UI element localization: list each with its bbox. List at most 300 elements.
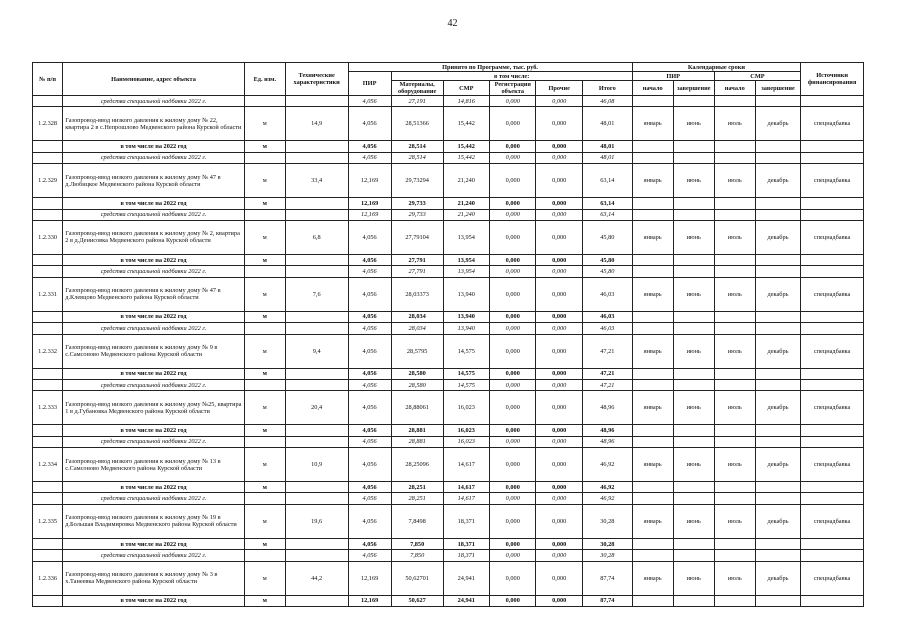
cell-pir: 12,169 xyxy=(348,561,391,595)
header-other: Прочие xyxy=(536,81,582,96)
cell-start-pir xyxy=(632,311,673,322)
cell-pir: 4,056 xyxy=(348,266,391,277)
cell-num xyxy=(33,198,63,209)
cell-funding: спецнадбавка xyxy=(801,504,864,538)
cell-unit xyxy=(244,436,285,447)
cell-start-smr xyxy=(714,209,755,220)
cell-num xyxy=(33,254,63,265)
cell-tech: 10,9 xyxy=(285,448,348,482)
cell-end-pir xyxy=(673,152,714,163)
table-row xyxy=(33,391,864,425)
cell-start-pir xyxy=(632,198,673,209)
cell-pir: 4,056 xyxy=(348,141,391,152)
cell-other: 0,000 xyxy=(536,550,582,561)
cell-total: 87,74 xyxy=(582,595,632,606)
header-accepted: Принято по Программе, тыс. руб. xyxy=(348,63,632,72)
cell-pir: 4,056 xyxy=(348,107,391,141)
cell-pir: 4,056 xyxy=(348,323,391,334)
cell-pir: 4,056 xyxy=(348,538,391,549)
header-incl: в том числе: xyxy=(391,72,632,81)
cell-materials: 28,25096 xyxy=(391,448,443,482)
cell-end-smr: декабрь xyxy=(755,277,800,311)
cell-name: средства специальной надбавки 2022 г. xyxy=(63,379,245,390)
cell-tech xyxy=(285,96,348,107)
cell-other: 0,000 xyxy=(536,493,582,504)
cell-name: средства специальной надбавки 2022 г. xyxy=(63,493,245,504)
cell-tech xyxy=(285,141,348,152)
cell-name: в том числе на 2022 год xyxy=(63,368,245,379)
cell-start-pir: январь xyxy=(632,107,673,141)
cell-total: 46,03 xyxy=(582,277,632,311)
cell-materials: 27,191 xyxy=(391,96,443,107)
table-body xyxy=(33,96,864,607)
cell-name: в том числе на 2022 год xyxy=(63,425,245,436)
cell-start-pir xyxy=(632,323,673,334)
cell-end-pir xyxy=(673,425,714,436)
page-number: 42 xyxy=(447,18,458,29)
cell-unit xyxy=(244,493,285,504)
cell-unit: м xyxy=(244,425,285,436)
table-row xyxy=(33,266,864,277)
cell-start-smr: июль xyxy=(714,220,755,254)
cell-unit xyxy=(244,152,285,163)
table-row xyxy=(33,561,864,595)
cell-smr: 13,940 xyxy=(443,323,489,334)
cell-reg: 0,000 xyxy=(490,538,536,549)
cell-name: в том числе на 2022 год xyxy=(63,595,245,606)
cell-total: 47,21 xyxy=(582,379,632,390)
cell-materials: 28,51366 xyxy=(391,107,443,141)
cell-total: 48,01 xyxy=(582,107,632,141)
cell-funding xyxy=(801,379,864,390)
cell-total: 48,96 xyxy=(582,436,632,447)
cell-reg: 0,000 xyxy=(490,436,536,447)
cell-end-pir xyxy=(673,595,714,606)
cell-materials: 28,881 xyxy=(391,425,443,436)
cell-end-smr xyxy=(755,152,800,163)
header-smr: СМР xyxy=(443,81,489,96)
cell-start-smr xyxy=(714,311,755,322)
table-row xyxy=(33,311,864,322)
cell-total: 47,21 xyxy=(582,368,632,379)
cell-start-smr xyxy=(714,198,755,209)
cell-end-smr: декабрь xyxy=(755,220,800,254)
cell-tech: 14,9 xyxy=(285,107,348,141)
cell-num: 1.2.328 xyxy=(33,107,63,141)
cell-name: Газопровод-ввод низкого давления к жилому дому № 13 в с.Самсоново Медвенского района Курской области xyxy=(63,448,245,482)
cell-smr: 13,940 xyxy=(443,311,489,322)
cell-other: 0,000 xyxy=(536,561,582,595)
cell-pir: 4,056 xyxy=(348,482,391,493)
cell-unit xyxy=(244,323,285,334)
cell-materials: 29,733 xyxy=(391,198,443,209)
cell-pir: 4,056 xyxy=(348,448,391,482)
header-start-pir: начало xyxy=(632,81,673,96)
cell-smr: 15,442 xyxy=(443,152,489,163)
cell-end-pir: июнь xyxy=(673,277,714,311)
cell-other: 0,000 xyxy=(536,448,582,482)
cell-materials: 28,881 xyxy=(391,436,443,447)
cell-start-smr xyxy=(714,152,755,163)
cell-funding xyxy=(801,141,864,152)
cell-end-pir xyxy=(673,209,714,220)
cell-start-smr xyxy=(714,538,755,549)
cell-other: 0,000 xyxy=(536,391,582,425)
cell-other: 0,000 xyxy=(536,254,582,265)
cell-end-pir: июнь xyxy=(673,561,714,595)
cell-end-pir: июнь xyxy=(673,164,714,198)
cell-other: 0,000 xyxy=(536,538,582,549)
table-row xyxy=(33,96,864,107)
cell-other: 0,000 xyxy=(536,141,582,152)
cell-end-pir xyxy=(673,482,714,493)
cell-smr: 21,240 xyxy=(443,209,489,220)
cell-pir: 12,169 xyxy=(348,164,391,198)
cell-start-pir: январь xyxy=(632,220,673,254)
cell-start-smr xyxy=(714,482,755,493)
cell-start-smr xyxy=(714,254,755,265)
cell-pir: 4,056 xyxy=(348,311,391,322)
cell-end-smr: декабрь xyxy=(755,448,800,482)
cell-num: 1.2.332 xyxy=(33,334,63,368)
cell-start-pir: январь xyxy=(632,504,673,538)
cell-materials: 28,580 xyxy=(391,368,443,379)
cell-reg: 0,000 xyxy=(490,550,536,561)
cell-end-pir xyxy=(673,550,714,561)
table-row xyxy=(33,323,864,334)
cell-pir: 12,169 xyxy=(348,595,391,606)
cell-materials: 50,62701 xyxy=(391,561,443,595)
cell-total: 46,03 xyxy=(582,311,632,322)
cell-end-smr xyxy=(755,425,800,436)
cell-reg: 0,000 xyxy=(490,448,536,482)
cell-start-pir xyxy=(632,379,673,390)
cell-reg: 0,000 xyxy=(490,266,536,277)
cell-other: 0,000 xyxy=(536,368,582,379)
cell-pir: 4,056 xyxy=(348,493,391,504)
cell-num xyxy=(33,538,63,549)
cell-pir: 4,056 xyxy=(348,254,391,265)
cell-end-smr xyxy=(755,198,800,209)
table-row xyxy=(33,595,864,606)
header-start-smr: начало xyxy=(714,81,755,96)
cell-start-pir: январь xyxy=(632,391,673,425)
cell-start-smr xyxy=(714,550,755,561)
cell-name: средства специальной надбавки 2022 г. xyxy=(63,266,245,277)
table-row xyxy=(33,425,864,436)
cell-smr: 13,940 xyxy=(443,277,489,311)
table-row xyxy=(33,504,864,538)
cell-reg: 0,000 xyxy=(490,504,536,538)
cell-pir: 4,056 xyxy=(348,220,391,254)
cell-name: средства специальной надбавки 2022 г. xyxy=(63,323,245,334)
cell-num xyxy=(33,96,63,107)
cell-funding xyxy=(801,323,864,334)
cell-total: 63,14 xyxy=(582,198,632,209)
cell-name: средства специальной надбавки 2022 г. xyxy=(63,209,245,220)
cell-start-pir xyxy=(632,436,673,447)
cell-total: 46,03 xyxy=(582,323,632,334)
cell-tech: 7,6 xyxy=(285,277,348,311)
cell-materials: 28,514 xyxy=(391,141,443,152)
cell-other: 0,000 xyxy=(536,504,582,538)
table-row xyxy=(33,141,864,152)
cell-pir: 4,056 xyxy=(348,550,391,561)
cell-other: 0,000 xyxy=(536,220,582,254)
cell-name: Газопровод-ввод низкого давления к жилому дому № 2, квартира 2 в д.Денисовка Медвенского района Курской области xyxy=(63,220,245,254)
cell-start-pir: январь xyxy=(632,164,673,198)
cell-materials: 28,034 xyxy=(391,323,443,334)
cell-start-pir xyxy=(632,141,673,152)
cell-start-smr xyxy=(714,425,755,436)
cell-smr: 16,023 xyxy=(443,425,489,436)
cell-other: 0,000 xyxy=(536,152,582,163)
cell-smr: 14,617 xyxy=(443,493,489,504)
cell-funding xyxy=(801,550,864,561)
cell-smr: 14,617 xyxy=(443,448,489,482)
table-row xyxy=(33,436,864,447)
table-row xyxy=(33,379,864,390)
cell-smr: 14,617 xyxy=(443,482,489,493)
cell-num xyxy=(33,379,63,390)
cell-unit: м xyxy=(244,368,285,379)
cell-total: 45,80 xyxy=(582,254,632,265)
cell-smr: 16,023 xyxy=(443,436,489,447)
cell-end-pir xyxy=(673,311,714,322)
cell-smr: 14,575 xyxy=(443,368,489,379)
cell-start-pir xyxy=(632,96,673,107)
cell-other: 0,000 xyxy=(536,379,582,390)
cell-funding: спецнадбавка xyxy=(801,164,864,198)
cell-pir: 4,056 xyxy=(348,391,391,425)
cell-end-pir xyxy=(673,368,714,379)
cell-name: средства специальной надбавки 2022 г. xyxy=(63,96,245,107)
cell-unit: м xyxy=(244,198,285,209)
cell-end-pir: июнь xyxy=(673,107,714,141)
cell-reg: 0,000 xyxy=(490,164,536,198)
cell-end-pir: июнь xyxy=(673,220,714,254)
cell-pir: 4,056 xyxy=(348,425,391,436)
header-unit: Ед. изм. xyxy=(244,63,285,96)
cell-unit: м xyxy=(244,164,285,198)
cell-start-pir xyxy=(632,425,673,436)
cell-reg: 0,000 xyxy=(490,152,536,163)
cell-start-smr xyxy=(714,436,755,447)
cell-tech xyxy=(285,323,348,334)
cell-unit: м xyxy=(244,561,285,595)
cell-funding xyxy=(801,425,864,436)
cell-start-pir xyxy=(632,266,673,277)
cell-start-pir xyxy=(632,493,673,504)
cell-total: 30,28 xyxy=(582,550,632,561)
cell-smr: 21,240 xyxy=(443,164,489,198)
cell-total: 30,28 xyxy=(582,504,632,538)
cell-num: 1.2.329 xyxy=(33,164,63,198)
cell-pir: 12,169 xyxy=(348,198,391,209)
cell-tech: 44,2 xyxy=(285,561,348,595)
cell-tech xyxy=(285,254,348,265)
cell-reg: 0,000 xyxy=(490,334,536,368)
cell-materials: 28,034 xyxy=(391,311,443,322)
cell-end-smr xyxy=(755,311,800,322)
cell-num: 1.2.333 xyxy=(33,391,63,425)
header-end-smr: завершение xyxy=(755,81,800,96)
cell-reg: 0,000 xyxy=(490,379,536,390)
cell-end-smr xyxy=(755,141,800,152)
cell-tech: 6,8 xyxy=(285,220,348,254)
cell-tech: 9,4 xyxy=(285,334,348,368)
cell-reg: 0,000 xyxy=(490,391,536,425)
cell-name: Газопровод-ввод низкого давления к жилому дому № 3 в х.Танеевка Медвенского района Курской области xyxy=(63,561,245,595)
cell-total: 30,28 xyxy=(582,538,632,549)
cell-unit: м xyxy=(244,334,285,368)
cell-tech xyxy=(285,152,348,163)
cell-reg: 0,000 xyxy=(490,311,536,322)
header-cal-smr: СМР xyxy=(714,72,800,81)
cell-name: в том числе на 2022 год xyxy=(63,141,245,152)
cell-end-smr xyxy=(755,550,800,561)
cell-end-smr xyxy=(755,379,800,390)
table-row xyxy=(33,164,864,198)
cell-start-smr: июль xyxy=(714,164,755,198)
cell-reg: 0,000 xyxy=(490,277,536,311)
cell-unit: м xyxy=(244,448,285,482)
cell-num: 1.2.335 xyxy=(33,504,63,538)
header-num: № п/п xyxy=(33,63,63,96)
cell-reg: 0,000 xyxy=(490,368,536,379)
cell-smr: 14,575 xyxy=(443,379,489,390)
cell-num xyxy=(33,323,63,334)
cell-other: 0,000 xyxy=(536,107,582,141)
cell-total: 48,96 xyxy=(582,391,632,425)
cell-pir: 4,056 xyxy=(348,379,391,390)
cell-reg: 0,000 xyxy=(490,198,536,209)
cell-num: 1.2.331 xyxy=(33,277,63,311)
cell-funding xyxy=(801,152,864,163)
cell-smr: 14,575 xyxy=(443,334,489,368)
cell-total: 46,92 xyxy=(582,493,632,504)
cell-num: 1.2.336 xyxy=(33,561,63,595)
cell-start-smr: июль xyxy=(714,561,755,595)
cell-end-smr xyxy=(755,254,800,265)
cell-unit: м xyxy=(244,311,285,322)
table-row xyxy=(33,209,864,220)
cell-materials: 28,88061 xyxy=(391,391,443,425)
cell-num: 1.2.330 xyxy=(33,220,63,254)
cell-funding: спецнадбавка xyxy=(801,107,864,141)
cell-tech xyxy=(285,436,348,447)
cell-tech xyxy=(285,493,348,504)
cell-unit: м xyxy=(244,277,285,311)
cell-pir: 4,056 xyxy=(348,96,391,107)
table-row xyxy=(33,482,864,493)
cell-end-smr xyxy=(755,266,800,277)
header-materials: Материалы, оборудование xyxy=(391,81,443,96)
cell-end-smr xyxy=(755,595,800,606)
cell-tech xyxy=(285,595,348,606)
cell-unit: м xyxy=(244,595,285,606)
cell-start-smr xyxy=(714,323,755,334)
table-row xyxy=(33,107,864,141)
cell-end-pir xyxy=(673,96,714,107)
cell-start-pir xyxy=(632,595,673,606)
cell-start-pir: январь xyxy=(632,277,673,311)
header-pir: ПИР xyxy=(348,72,391,96)
cell-end-smr xyxy=(755,538,800,549)
cell-tech xyxy=(285,368,348,379)
cell-end-smr xyxy=(755,96,800,107)
cell-materials: 7,850 xyxy=(391,538,443,549)
table-row xyxy=(33,538,864,549)
cell-other: 0,000 xyxy=(536,425,582,436)
cell-start-smr xyxy=(714,141,755,152)
cell-end-smr: декабрь xyxy=(755,391,800,425)
cell-smr: 18,371 xyxy=(443,550,489,561)
cell-other: 0,000 xyxy=(536,311,582,322)
header-total: Итого xyxy=(582,81,632,96)
table-row xyxy=(33,254,864,265)
cell-funding: спецнадбавка xyxy=(801,334,864,368)
cell-smr: 24,941 xyxy=(443,595,489,606)
table-row xyxy=(33,277,864,311)
cell-end-pir xyxy=(673,266,714,277)
cell-num xyxy=(33,595,63,606)
cell-unit xyxy=(244,266,285,277)
cell-end-pir: июнь xyxy=(673,504,714,538)
cell-unit xyxy=(244,550,285,561)
cell-end-smr xyxy=(755,323,800,334)
cell-unit: м xyxy=(244,482,285,493)
cell-start-pir xyxy=(632,550,673,561)
cell-start-pir xyxy=(632,209,673,220)
header-end-pir: завершение xyxy=(673,81,714,96)
header-tech: Технические характеристики xyxy=(285,63,348,96)
cell-funding xyxy=(801,266,864,277)
cell-reg: 0,000 xyxy=(490,107,536,141)
header-cal-pir: ПИР xyxy=(632,72,714,81)
cell-start-smr: июль xyxy=(714,391,755,425)
cell-tech xyxy=(285,482,348,493)
table-row xyxy=(33,368,864,379)
cell-name: Газопровод-ввод низкого давления к жилому дому № 22, квартира 2 в с.Непрошлово Медвенского района Курской области xyxy=(63,107,245,141)
cell-start-smr xyxy=(714,266,755,277)
cell-unit: м xyxy=(244,504,285,538)
cell-reg: 0,000 xyxy=(490,323,536,334)
cell-funding xyxy=(801,311,864,322)
cell-start-pir xyxy=(632,254,673,265)
cell-materials: 27,791 xyxy=(391,266,443,277)
cell-funding xyxy=(801,436,864,447)
cell-smr: 14,816 xyxy=(443,96,489,107)
cell-funding xyxy=(801,595,864,606)
cell-other: 0,000 xyxy=(536,334,582,368)
cell-materials: 27,791 xyxy=(391,254,443,265)
cell-total: 46,92 xyxy=(582,482,632,493)
cell-end-pir xyxy=(673,379,714,390)
cell-other: 0,000 xyxy=(536,277,582,311)
cell-name: в том числе на 2022 год xyxy=(63,538,245,549)
cell-materials: 7,8498 xyxy=(391,504,443,538)
cell-other: 0,000 xyxy=(536,323,582,334)
cell-other: 0,000 xyxy=(536,96,582,107)
table-row xyxy=(33,334,864,368)
cell-materials: 29,73294 xyxy=(391,164,443,198)
cell-name: Газопровод-ввод низкого давления к жилому дому № 47 в д.Клевцово Медвенского района Курской области xyxy=(63,277,245,311)
cell-funding xyxy=(801,493,864,504)
cell-total: 48,96 xyxy=(582,425,632,436)
cell-start-pir: январь xyxy=(632,561,673,595)
cell-reg: 0,000 xyxy=(490,493,536,504)
